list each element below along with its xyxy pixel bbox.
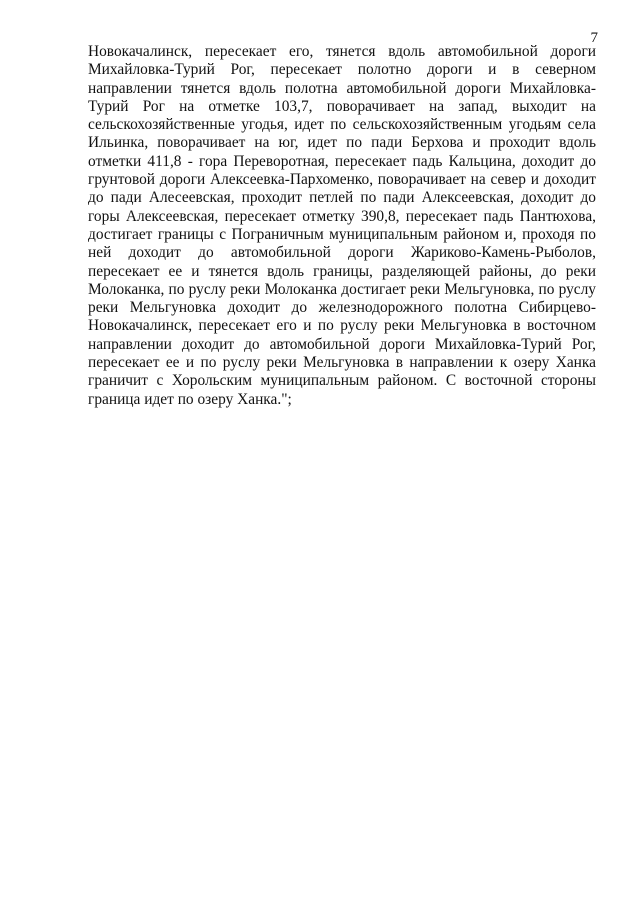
body-text — [88, 43, 596, 409]
page-number: 7 — [590, 30, 598, 46]
paragraph: Новокачалинск, пересекает его, тянется вдоль автомобильной дороги Михайловка-Турий Рог, пересекает полотно дороги и в северном направлении тянется вдоль полотна автомобильной дороги Михайловка-Турий Рог на отметке 103,7, поворачивает на запад, выходит на сельскохозяйственные угодья, идет по сельскохозяйственным угодьям села Ильинка, поворачивает на юг, идет по пади Берхова и проходит вдоль отметки 411,8 - гора Переворотная, пересекает падь Кальцина, доходит до грунтовой дороги Алексеевка-Пархоменко, поворачивает на север и доходит до пади Алесеевская, проходит петлей по пади Алексеевская, доходит до горы Алексеевская, пересекает отметку 390,8, пересекает падь Пантюхова, достигает границы с Пограничным муниципальным районом и, проходя по ней доходит до автомобильной дороги Жариково-Камень-Рыболов, пересекает ее и тянется вдоль границы, разделяющей районы, до реки Молоканка, по руслу реки Молоканка достигает реки Мельгуновка, по руслу реки Мельгуновка доходит до железнодорожного полотна Сибирцево-Новокачалинск, пересекает его и по руслу реки Мельгуновка в восточном направлении доходит до автомобильной дороги Михайловка-Турий Рог, пересекает ее и по руслу реки Мельгуновка в направлении к озеру Ханка граничит с Хорольским муниципальным районом. С восточной стороны граница идет по озеру Ханка."; — [88, 43, 596, 408]
